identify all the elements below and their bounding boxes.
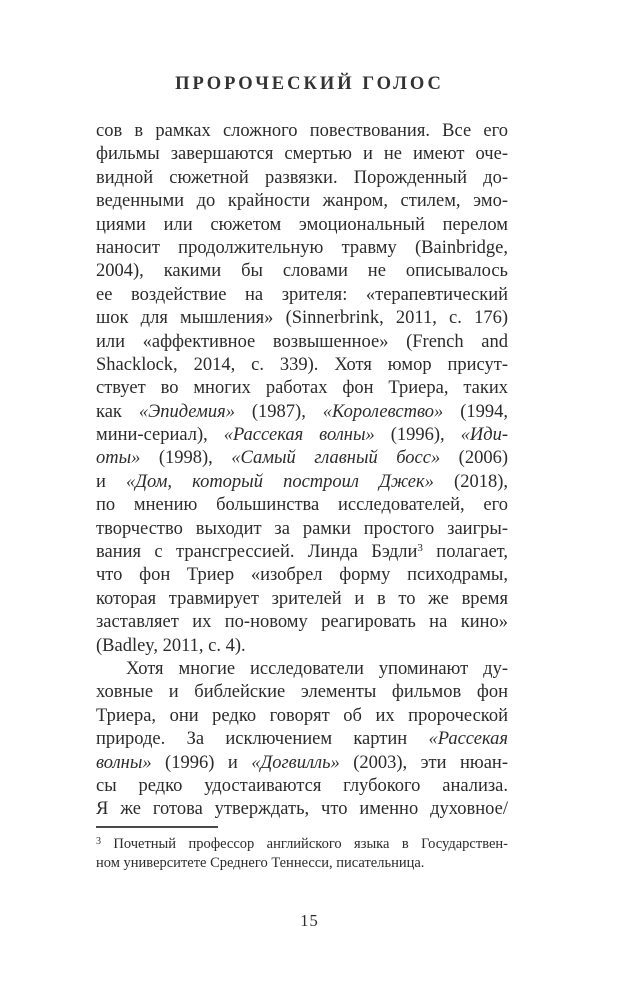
text-run: творчество выходит за рамки простого заигры- <box>96 518 508 539</box>
text-run: Почетный профессор английского языка в Государствен- <box>101 836 508 852</box>
film-title-italic: «Самый главный босс» <box>231 448 441 469</box>
footnote-line <box>96 835 508 854</box>
body-line <box>96 447 508 470</box>
body-line <box>96 611 508 634</box>
text-run: Хотя многие исследователи упоминают ду- <box>126 658 508 679</box>
text-run: (Badley, 2011, с. 4). <box>96 635 246 656</box>
text-run: 2004), какими бы словами не описывалось <box>96 261 508 282</box>
text-run: сов в рамках сложного повествования. Все его <box>96 121 508 141</box>
film-title-italic: оты» <box>96 448 141 469</box>
text-run: что фон Триер «изобрел форму психодрамы, <box>96 565 508 586</box>
body-line <box>96 214 508 237</box>
text-run: сы редко удостаиваются глубокого анализа. <box>96 775 508 796</box>
text-run: (2006) <box>440 448 508 469</box>
body-line <box>96 167 508 190</box>
body-line <box>96 728 508 751</box>
text-run: как <box>96 401 139 422</box>
text-run: заставляет их по-новому реагировать на кино» <box>96 612 508 633</box>
film-title-italic: «Рассекая <box>428 729 508 750</box>
text-run: Триера, они редко говорят об их пророческой <box>96 705 508 726</box>
text-run: мини-сериал), <box>96 425 224 446</box>
film-title-italic: «Королевство» <box>322 401 444 422</box>
body-line <box>96 237 508 260</box>
body-line <box>96 284 508 307</box>
body-line <box>96 518 508 541</box>
text-run: ствует во многих работах фон Триера, таких <box>96 378 508 399</box>
film-title-italic: «Рассекая волны» <box>223 425 375 446</box>
body-line <box>96 331 508 354</box>
body-line <box>96 377 508 400</box>
body-line <box>96 705 508 728</box>
footnote-divider <box>96 826 218 828</box>
body-line <box>96 752 508 775</box>
body-line <box>96 471 508 494</box>
text-run: вания с трансгрессией. Линда Бэдли <box>96 542 418 563</box>
text-run: или «аффективное возвышенное» (French and <box>96 331 508 352</box>
text-run: (1987), <box>234 401 323 422</box>
text-run: видной сюжетной развязки. Порожденный до- <box>96 167 508 188</box>
body-line <box>96 658 508 681</box>
text-run: (2003), эти нюан- <box>339 752 508 773</box>
film-title-italic: «Дом, который построил Джек» <box>126 471 434 492</box>
text-run: циями или сюжетом эмоциональный перелом <box>96 214 508 235</box>
running-title: ПРОРОЧЕСКИЙ ГОЛОС <box>175 74 444 94</box>
body-line <box>96 798 508 821</box>
text-run: которая травмирует зрителей и в то же время <box>96 588 508 609</box>
body-line <box>96 307 508 330</box>
film-title-italic: «Эпидемия» <box>138 401 235 422</box>
body-line <box>96 588 508 611</box>
text-run: шок для мышления» (Sinnerbrink, 2011, с. 176) <box>96 308 508 329</box>
text-run: (1998), <box>140 448 232 469</box>
footnote <box>96 826 508 872</box>
body-line <box>96 494 508 517</box>
text-run: Я же готова утверждать, что именно духовное/ <box>96 799 508 820</box>
text-run: (1996) и <box>151 752 252 773</box>
text-run: ховные и библейские элементы фильмов фон <box>96 682 508 703</box>
footnote-marker: 3 <box>417 542 423 555</box>
body-line <box>96 190 508 213</box>
text-run: наносит продолжительную травму (Bainbridge, <box>96 237 508 258</box>
film-title-italic: «Иди- <box>460 425 508 446</box>
footnote-text <box>96 835 508 872</box>
body-line <box>96 564 508 587</box>
body-line <box>96 541 508 564</box>
text-run: (1994, <box>443 401 508 422</box>
body-line <box>96 424 508 447</box>
text-run: ном университете Среднего Теннесси, писательница. <box>96 854 425 871</box>
body-line <box>96 120 508 143</box>
text-run: и <box>96 471 127 492</box>
text-run: по мнению большинства исследователей, его <box>96 495 508 516</box>
footnote-marker: 3 <box>96 836 101 847</box>
film-title-italic: «Догвилль» <box>251 752 340 773</box>
body-line <box>96 401 508 424</box>
text-run: (1996), <box>374 425 461 446</box>
body-line <box>96 143 508 166</box>
text-run: (2018), <box>433 471 508 492</box>
film-title-italic: волны» <box>96 752 152 773</box>
footnote-line <box>96 854 508 873</box>
body-line <box>96 681 508 704</box>
text-run: полагает, <box>422 542 508 563</box>
body-line <box>96 775 508 798</box>
body-line <box>96 635 508 658</box>
body-text <box>96 120 508 822</box>
text-run: природе. За исключением картин <box>96 729 429 750</box>
body-line <box>96 354 508 377</box>
text-run: веденными до крайности жанром, стилем, эмо- <box>96 191 508 212</box>
text-run: фильмы завершаются смертью и не имеют оче- <box>96 144 508 165</box>
body-line <box>96 260 508 283</box>
text-run: Shacklock, 2014, с. 339). Хотя юмор присут- <box>96 354 508 375</box>
page-number: 15 <box>300 911 319 930</box>
text-run: ее воздействие на зрителя: «терапевтический <box>96 284 508 305</box>
